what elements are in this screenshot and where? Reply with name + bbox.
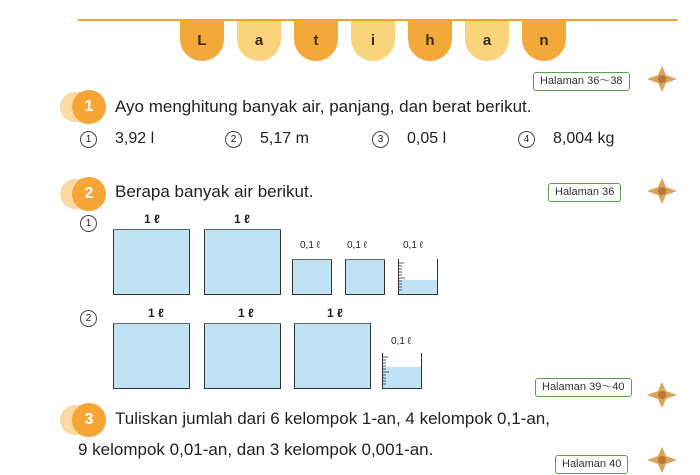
- title-letter: L: [180, 21, 224, 61]
- answer-marker: 3: [372, 131, 389, 148]
- page-ref-badge: Halaman 39～40: [535, 378, 632, 397]
- volume-label: 1 ℓ: [148, 306, 164, 320]
- volume-label: 1 ℓ: [234, 212, 250, 226]
- answer-marker: 2: [225, 131, 242, 148]
- deciliter-container: [345, 259, 385, 295]
- answer-value: 3,92 l: [115, 130, 155, 147]
- liter-container: [113, 323, 190, 389]
- volume-label: 0,1 ℓ: [300, 240, 320, 251]
- title-letter: h: [408, 21, 452, 61]
- part-marker: 2: [80, 310, 97, 327]
- volume-label: 1 ℓ: [327, 306, 343, 320]
- title-letter: i: [351, 21, 395, 61]
- scale-ticks-icon: [383, 353, 391, 387]
- volume-label: 1 ℓ: [144, 212, 160, 226]
- question-text: Berapa banyak air berikut.: [115, 182, 314, 201]
- problem-number-badge: 2: [72, 177, 106, 211]
- page-ref-badge: Halaman 36: [548, 183, 621, 202]
- answer-value: 5,17 m: [260, 130, 309, 147]
- volume-label: 0,1 ℓ: [347, 240, 367, 251]
- measuring-cup: [382, 353, 422, 389]
- scale-ticks-icon: [399, 259, 407, 293]
- title-letter: a: [237, 21, 281, 61]
- problem-number-badge: 3: [72, 403, 106, 437]
- ornament-icon: [645, 176, 679, 206]
- question-text: Ayo menghitung banyak air, panjang, dan berat berikut.: [115, 97, 532, 116]
- answer-marker: 4: [518, 131, 535, 148]
- liter-container: [294, 323, 371, 389]
- ornament-icon: [645, 380, 679, 410]
- title-letter: t: [294, 21, 338, 61]
- answer-marker: 1: [80, 131, 97, 148]
- liter-container: [113, 229, 190, 295]
- deciliter-container: [292, 259, 332, 295]
- measuring-cup: [398, 259, 438, 295]
- volume-label: 0,1 ℓ: [391, 336, 411, 347]
- problem-number-badge: 1: [72, 90, 106, 124]
- title-letter: a: [465, 21, 509, 61]
- volume-label: 0,1 ℓ: [403, 240, 423, 251]
- question-text: Tuliskan jumlah dari 6 kelompok 1-an, 4 kelompok 0,1-an,: [115, 409, 550, 428]
- liter-container: [204, 229, 281, 295]
- question-text: 9 kelompok 0,01-an, dan 3 kelompok 0,001-an.: [78, 440, 434, 459]
- ornament-icon: [645, 445, 679, 475]
- part-marker: 1: [80, 215, 97, 232]
- page-ref-badge: Halaman 40: [555, 455, 628, 474]
- answer-value: 0,05 l: [407, 130, 447, 147]
- ornament-icon: [645, 64, 679, 94]
- title-letter: n: [522, 21, 566, 61]
- volume-label: 1 ℓ: [238, 306, 254, 320]
- answer-value: 8,004 kg: [553, 130, 615, 147]
- liter-container: [204, 323, 281, 389]
- page-ref-badge: Halaman 36～38: [533, 72, 630, 91]
